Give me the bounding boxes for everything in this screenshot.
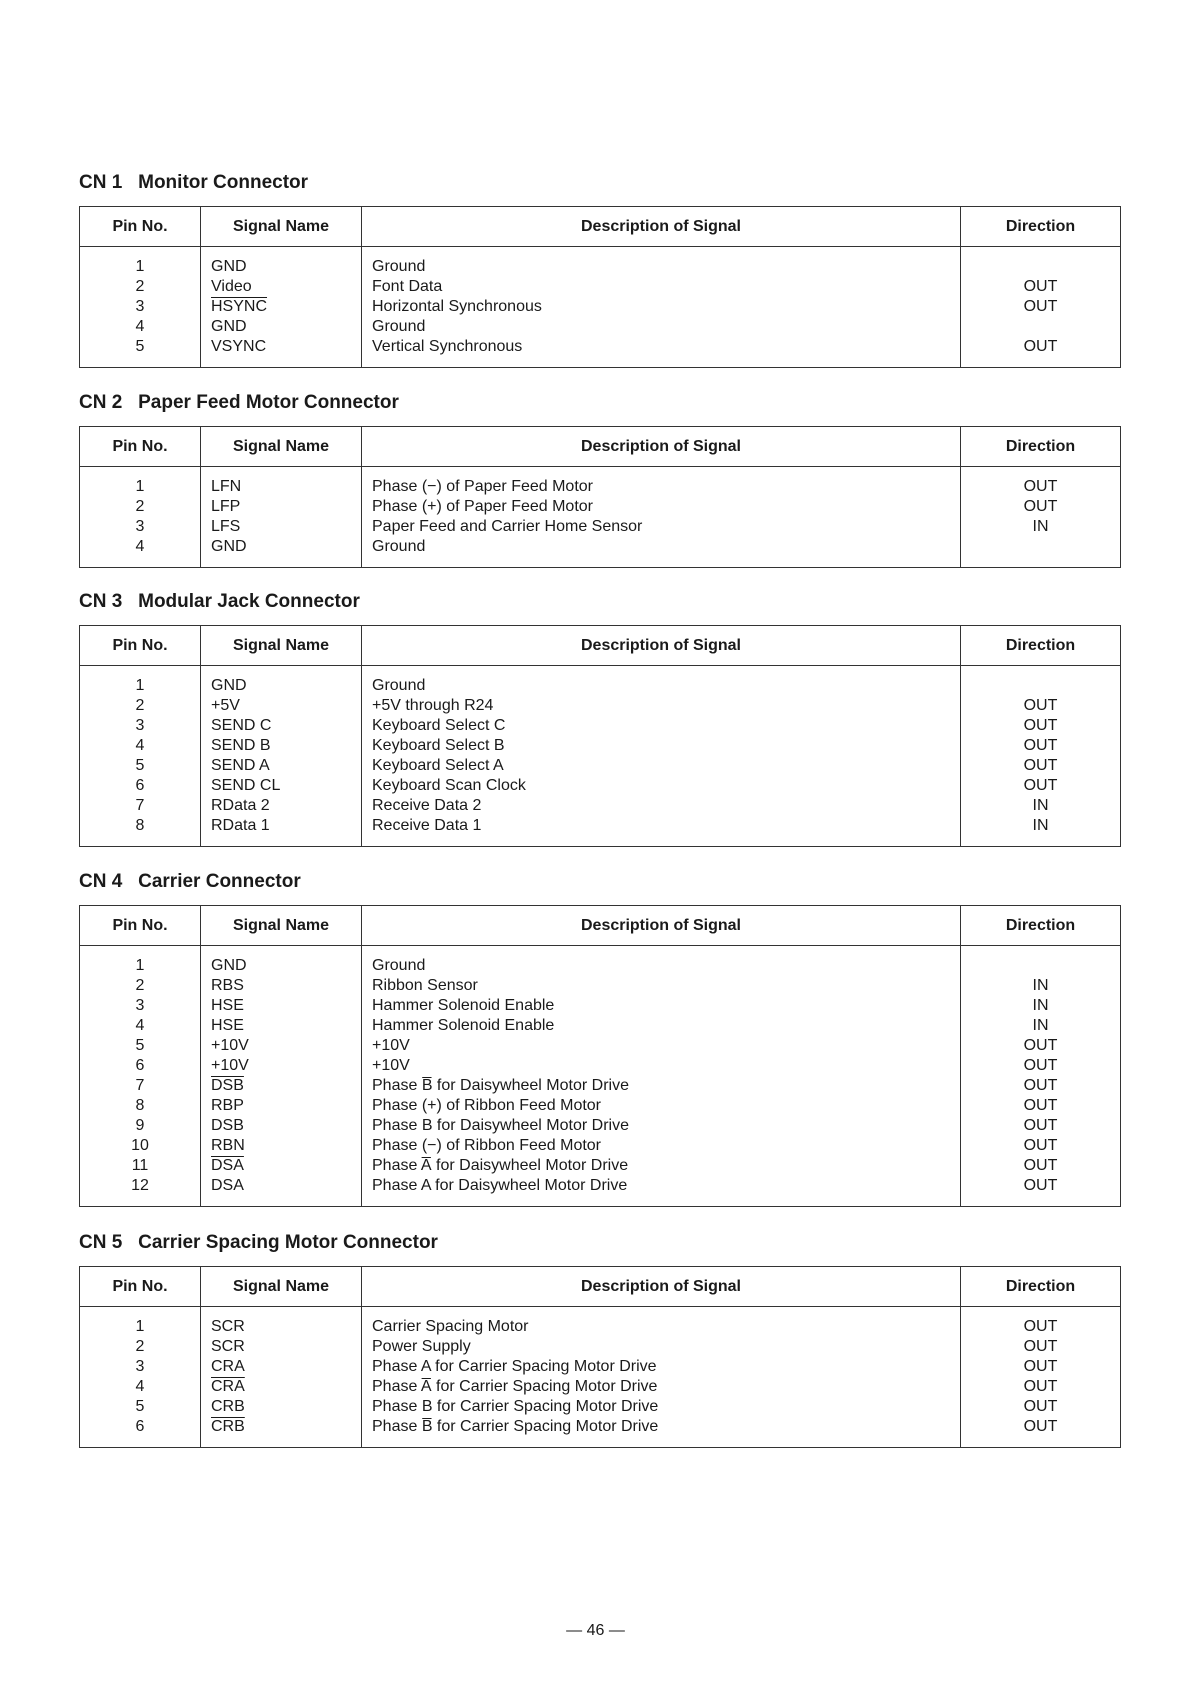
section-title: CN 1 Monitor Connector xyxy=(79,172,309,193)
pin-number: 4 xyxy=(80,317,201,337)
table-row xyxy=(80,946,1121,977)
signal-direction: OUT xyxy=(961,467,1121,498)
signal-name: RData 1 xyxy=(201,816,362,847)
pin-number: 1 xyxy=(80,666,201,697)
header-pin: Pin No. xyxy=(80,626,201,666)
signal-direction: OUT xyxy=(961,696,1121,716)
pin-table xyxy=(79,206,1121,368)
signal-direction: OUT xyxy=(961,756,1121,776)
signal-description: +10V xyxy=(362,1036,961,1056)
table-row xyxy=(80,337,1121,368)
connector-section xyxy=(79,392,1121,568)
signal-description: Keyboard Select B xyxy=(362,736,961,756)
table-row xyxy=(80,1377,1121,1397)
signal-description: Carrier Spacing Motor xyxy=(362,1307,961,1338)
signal-direction: IN xyxy=(961,976,1121,996)
table-row xyxy=(80,537,1121,568)
signal-description: Vertical Synchronous xyxy=(362,337,961,368)
pin-number: 4 xyxy=(80,537,201,568)
signal-direction: IN xyxy=(961,1016,1121,1036)
signal-direction: OUT xyxy=(961,1156,1121,1176)
signal-description: Power Supply xyxy=(362,1337,961,1357)
connector-section xyxy=(79,871,1121,1207)
pin-number: 1 xyxy=(80,1307,201,1338)
table-row xyxy=(80,1337,1121,1357)
signal-description: Horizontal Synchronous xyxy=(362,297,961,317)
signal-name: HSE xyxy=(201,996,362,1016)
section-title: CN 3 Modular Jack Connector xyxy=(79,591,360,612)
signal-name: LFP xyxy=(201,497,362,517)
header-direction: Direction xyxy=(961,207,1121,247)
table-row xyxy=(80,1036,1121,1056)
pin-number: 12 xyxy=(80,1176,201,1207)
signal-direction: OUT xyxy=(961,1096,1121,1116)
header-signal: Signal Name xyxy=(201,427,362,467)
pin-number: 7 xyxy=(80,1076,201,1096)
signal-name: Video xyxy=(201,277,362,297)
signal-direction: OUT xyxy=(961,1056,1121,1076)
signal-description: Phase (+) of Ribbon Feed Motor xyxy=(362,1096,961,1116)
signal-description: Keyboard Select A xyxy=(362,756,961,776)
header-description: Description of Signal xyxy=(362,1267,961,1307)
pin-number: 6 xyxy=(80,776,201,796)
signal-name: $\overline{DSA}$ xyxy=(201,1156,362,1176)
signal-name: CRB xyxy=(201,1397,362,1417)
table-row xyxy=(80,497,1121,517)
signal-description: Phase B for Daisywheel Motor Drive xyxy=(362,1116,961,1136)
signal-name: SCR xyxy=(201,1307,362,1338)
page-number: — 46 — xyxy=(566,1622,625,1639)
signal-direction: OUT xyxy=(961,1397,1121,1417)
header-description: Description of Signal xyxy=(362,906,961,946)
connector-section xyxy=(79,172,1121,368)
pin-table xyxy=(79,1266,1121,1448)
table-row xyxy=(80,756,1121,776)
signal-direction: OUT xyxy=(961,736,1121,756)
signal-direction: IN xyxy=(961,996,1121,1016)
signal-description: Phase (+) of Paper Feed Motor xyxy=(362,497,961,517)
pin-number: 8 xyxy=(80,1096,201,1116)
signal-name: GND xyxy=(201,666,362,697)
signal-description: Receive Data 1 xyxy=(362,816,961,847)
signal-name: DSA xyxy=(201,1176,362,1207)
table-row xyxy=(80,796,1121,816)
signal-direction: OUT xyxy=(961,1116,1121,1136)
pin-number: 5 xyxy=(80,756,201,776)
signal-direction xyxy=(961,317,1121,337)
table-row xyxy=(80,1307,1121,1338)
table-row xyxy=(80,1176,1121,1207)
pin-number: 6 xyxy=(80,1056,201,1076)
pin-number: 5 xyxy=(80,1036,201,1056)
signal-description: Phase A for Carrier Spacing Motor Drive xyxy=(362,1357,961,1377)
table-row xyxy=(80,1357,1121,1377)
signal-direction xyxy=(961,666,1121,697)
signal-name: GND xyxy=(201,247,362,278)
header-direction: Direction xyxy=(961,906,1121,946)
pin-number: 7 xyxy=(80,796,201,816)
table-row xyxy=(80,696,1121,716)
header-description: Description of Signal xyxy=(362,207,961,247)
table-row xyxy=(80,1056,1121,1076)
signal-direction: OUT xyxy=(961,1176,1121,1207)
header-signal: Signal Name xyxy=(201,207,362,247)
table-row xyxy=(80,1096,1121,1116)
signal-description: Phase A̅ for Daisywheel Motor Drive xyxy=(362,1156,961,1176)
signal-direction: OUT xyxy=(961,337,1121,368)
pin-number: 3 xyxy=(80,716,201,736)
signal-name: CRA xyxy=(201,1357,362,1377)
table-row xyxy=(80,517,1121,537)
signal-description: Ground xyxy=(362,317,961,337)
table-row xyxy=(80,1116,1121,1136)
signal-direction: OUT xyxy=(961,1036,1121,1056)
pin-table xyxy=(79,625,1121,847)
header-pin: Pin No. xyxy=(80,207,201,247)
signal-description: Phase B for Carrier Spacing Motor Drive xyxy=(362,1397,961,1417)
signal-name: SCR xyxy=(201,1337,362,1357)
table-row xyxy=(80,467,1121,498)
table-row xyxy=(80,1156,1121,1176)
header-pin: Pin No. xyxy=(80,906,201,946)
pin-number: 5 xyxy=(80,1397,201,1417)
signal-description: Receive Data 2 xyxy=(362,796,961,816)
table-row xyxy=(80,716,1121,736)
table-row xyxy=(80,1076,1121,1096)
signal-name: SEND A xyxy=(201,756,362,776)
pin-number: 4 xyxy=(80,1377,201,1397)
pin-number: 5 xyxy=(80,337,201,368)
signal-description: Ground xyxy=(362,537,961,568)
signal-name: LFN xyxy=(201,467,362,498)
signal-direction: OUT xyxy=(961,497,1121,517)
signal-direction: IN xyxy=(961,816,1121,847)
table-row xyxy=(80,816,1121,847)
header-pin: Pin No. xyxy=(80,1267,201,1307)
signal-description: Ground xyxy=(362,946,961,977)
signal-direction xyxy=(961,537,1121,568)
signal-name: RBP xyxy=(201,1096,362,1116)
signal-name: $\overline{DSB}$ xyxy=(201,1076,362,1096)
pin-number: 1 xyxy=(80,247,201,278)
signal-name: HSYNC xyxy=(201,297,362,317)
signal-direction xyxy=(961,946,1121,977)
table-row xyxy=(80,317,1121,337)
pin-number: 6 xyxy=(80,1417,201,1448)
pin-number: 11 xyxy=(80,1156,201,1176)
table-row xyxy=(80,1136,1121,1156)
signal-direction: OUT xyxy=(961,1357,1121,1377)
signal-direction: OUT xyxy=(961,1076,1121,1096)
header-signal: Signal Name xyxy=(201,626,362,666)
pin-number: 2 xyxy=(80,277,201,297)
pin-number: 2 xyxy=(80,696,201,716)
pin-number: 4 xyxy=(80,1016,201,1036)
signal-direction: IN xyxy=(961,796,1121,816)
pin-number: 3 xyxy=(80,996,201,1016)
signal-description: Keyboard Select C xyxy=(362,716,961,736)
signal-direction: OUT xyxy=(961,277,1121,297)
signal-name: SEND CL xyxy=(201,776,362,796)
signal-description: Phase (−) of Paper Feed Motor xyxy=(362,467,961,498)
signal-direction: OUT xyxy=(961,297,1121,317)
signal-description: Hammer Solenoid Enable xyxy=(362,1016,961,1036)
pin-number: 4 xyxy=(80,736,201,756)
signal-description: Ribbon Sensor xyxy=(362,976,961,996)
signal-name: GND xyxy=(201,317,362,337)
signal-description: Ground xyxy=(362,247,961,278)
pin-number: 9 xyxy=(80,1116,201,1136)
header-description: Description of Signal xyxy=(362,427,961,467)
table-row xyxy=(80,277,1121,297)
pin-number: 3 xyxy=(80,297,201,317)
signal-description: Phase A̅ for Carrier Spacing Motor Drive xyxy=(362,1377,961,1397)
pin-number: 3 xyxy=(80,1357,201,1377)
signal-name: $\overline{CRB}$ xyxy=(201,1417,362,1448)
signal-description: Paper Feed and Carrier Home Sensor xyxy=(362,517,961,537)
signal-name: GND xyxy=(201,946,362,977)
table-row xyxy=(80,247,1121,278)
signal-direction: IN xyxy=(961,517,1121,537)
signal-name: SEND B xyxy=(201,736,362,756)
table-row xyxy=(80,776,1121,796)
signal-name: DSB xyxy=(201,1116,362,1136)
signal-description: Phase B̅ for Daisywheel Motor Drive xyxy=(362,1076,961,1096)
table-row xyxy=(80,1417,1121,1448)
table-row xyxy=(80,297,1121,317)
pin-number: 1 xyxy=(80,467,201,498)
pin-table xyxy=(79,905,1121,1207)
table-row xyxy=(80,996,1121,1016)
signal-name: +10V xyxy=(201,1056,362,1076)
signal-name: +10V xyxy=(201,1036,362,1056)
signal-direction: OUT xyxy=(961,776,1121,796)
header-pin: Pin No. xyxy=(80,427,201,467)
header-direction: Direction xyxy=(961,626,1121,666)
pin-number: 1 xyxy=(80,946,201,977)
header-direction: Direction xyxy=(961,1267,1121,1307)
signal-name: HSE xyxy=(201,1016,362,1036)
connector-section xyxy=(79,1232,1121,1448)
table-row xyxy=(80,1397,1121,1417)
signal-direction: OUT xyxy=(961,1307,1121,1338)
pin-number: 8 xyxy=(80,816,201,847)
signal-direction xyxy=(961,247,1121,278)
header-direction: Direction xyxy=(961,427,1121,467)
signal-description: Phase A for Daisywheel Motor Drive xyxy=(362,1176,961,1207)
table-row xyxy=(80,666,1121,697)
header-signal: Signal Name xyxy=(201,906,362,946)
signal-name: LFS xyxy=(201,517,362,537)
signal-name: SEND C xyxy=(201,716,362,736)
pin-number: 3 xyxy=(80,517,201,537)
table-row xyxy=(80,976,1121,996)
signal-description: Phase (−) of Ribbon Feed Motor xyxy=(362,1136,961,1156)
header-description: Description of Signal xyxy=(362,626,961,666)
signal-description: Phase B̅ for Carrier Spacing Motor Drive xyxy=(362,1417,961,1448)
signal-description: Keyboard Scan Clock xyxy=(362,776,961,796)
pin-table xyxy=(79,426,1121,568)
signal-direction: OUT xyxy=(961,1377,1121,1397)
signal-name: RBS xyxy=(201,976,362,996)
signal-direction: OUT xyxy=(961,1337,1121,1357)
signal-direction: OUT xyxy=(961,1417,1121,1448)
signal-description: Ground xyxy=(362,666,961,697)
section-title: CN 2 Paper Feed Motor Connector xyxy=(79,392,399,413)
signal-name: $\overline{CRA}$ xyxy=(201,1377,362,1397)
signal-description: Hammer Solenoid Enable xyxy=(362,996,961,1016)
section-title: CN 4 Carrier Connector xyxy=(79,871,301,892)
signal-name: RBN xyxy=(201,1136,362,1156)
signal-name: VSYNC xyxy=(201,337,362,368)
signal-direction: OUT xyxy=(961,1136,1121,1156)
pin-number: 10 xyxy=(80,1136,201,1156)
pin-number: 2 xyxy=(80,497,201,517)
signal-direction: OUT xyxy=(961,716,1121,736)
pin-number: 2 xyxy=(80,976,201,996)
connector-section xyxy=(79,591,1121,847)
signal-description: Font Data xyxy=(362,277,961,297)
signal-description: +10V xyxy=(362,1056,961,1076)
table-row xyxy=(80,1016,1121,1036)
signal-description: +5V through R24 xyxy=(362,696,961,716)
signal-name: RData 2 xyxy=(201,796,362,816)
signal-name: GND xyxy=(201,537,362,568)
pin-number: 2 xyxy=(80,1337,201,1357)
section-title: CN 5 Carrier Spacing Motor Connector xyxy=(79,1232,438,1253)
table-row xyxy=(80,736,1121,756)
header-signal: Signal Name xyxy=(201,1267,362,1307)
signal-name: +5V xyxy=(201,696,362,716)
